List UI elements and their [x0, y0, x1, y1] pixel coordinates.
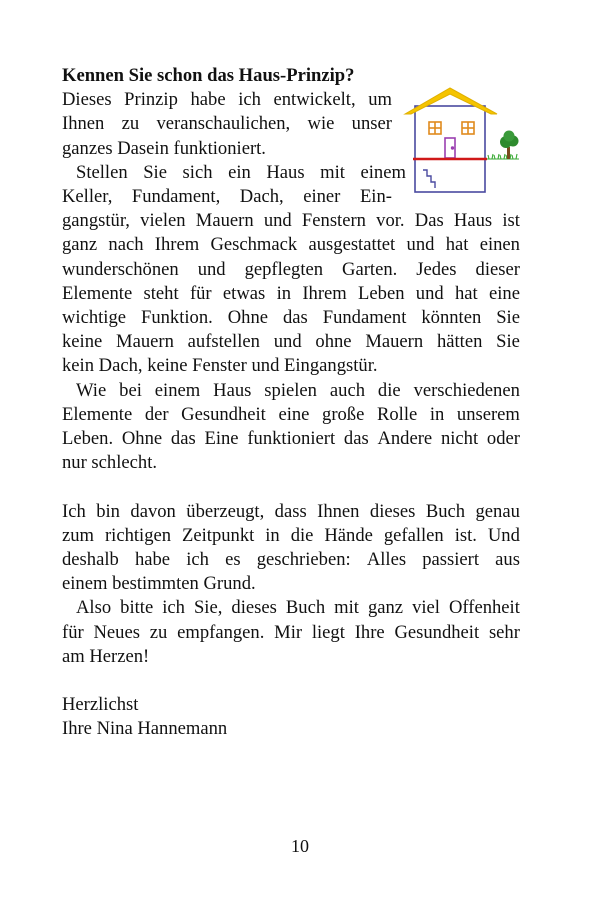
- word: hat: [445, 234, 469, 256]
- word: Andere: [377, 428, 433, 450]
- word: in: [429, 403, 445, 425]
- word: keine: [62, 331, 103, 353]
- word: Haus: [213, 379, 252, 401]
- word: eine: [278, 403, 310, 425]
- word: die: [377, 379, 401, 401]
- paragraph-5-line: [62, 596, 520, 620]
- word: sehr: [488, 621, 520, 643]
- word: Alles: [366, 549, 407, 571]
- word: Garten.: [342, 258, 398, 280]
- word: veranschaulichen,: [156, 113, 291, 135]
- paragraph-3-line: [62, 427, 520, 451]
- word: Gesundheit: [181, 403, 266, 425]
- word: das: [343, 428, 369, 450]
- word: Stellen: [76, 161, 128, 183]
- word: zum: [62, 524, 95, 546]
- word: empfangen.: [177, 621, 265, 643]
- word: aus: [495, 549, 520, 571]
- word: um: [368, 89, 392, 111]
- word: ich: [162, 597, 185, 619]
- word: Ein-: [359, 186, 392, 208]
- word: viel: [412, 597, 440, 619]
- word: oder: [486, 428, 520, 450]
- paragraph-2-line: [62, 258, 520, 282]
- word: deshalb: [62, 549, 119, 571]
- word: wichtige: [62, 307, 127, 329]
- word: dieser: [475, 258, 520, 280]
- word: Funktion.: [140, 307, 213, 329]
- paragraph-2-line: [62, 161, 406, 185]
- word: gangstür,: [62, 210, 130, 232]
- word: könnten: [421, 307, 482, 329]
- word: eine: [489, 282, 520, 304]
- word: bin: [96, 500, 120, 522]
- word: Mauern: [365, 331, 424, 353]
- word: Mauern: [116, 331, 174, 353]
- house-window: [462, 122, 474, 134]
- word: Ohne: [227, 307, 269, 329]
- word: Buch: [425, 500, 466, 522]
- word: mit: [320, 161, 345, 183]
- word: einem: [154, 379, 201, 401]
- word: wie: [307, 113, 335, 135]
- word: für: [62, 621, 84, 643]
- word: überzeugt,: [186, 500, 265, 522]
- word: Haus: [453, 210, 493, 232]
- house-icon: [403, 84, 523, 196]
- word: liegt: [311, 621, 345, 643]
- word: die: [290, 524, 314, 546]
- word: Ohne: [121, 428, 163, 450]
- word: passiert: [422, 549, 480, 571]
- word: in: [265, 524, 280, 546]
- section-heading: Kennen Sie schon das Haus-Prinzip?: [62, 65, 355, 86]
- word: geschrieben:: [256, 549, 351, 571]
- word: einer: [303, 186, 341, 208]
- house-window: [429, 122, 441, 134]
- word: Wie: [76, 379, 107, 401]
- word: ohne: [315, 331, 352, 353]
- word: gepflegten: [244, 258, 324, 280]
- word: Buch: [285, 597, 326, 619]
- word: genau: [475, 500, 520, 522]
- word: steht: [143, 282, 179, 304]
- paragraph-1-line: [62, 88, 392, 112]
- house-walls: [415, 106, 485, 192]
- word: Ich: [62, 500, 86, 522]
- word: dieses: [369, 500, 416, 522]
- word: große: [322, 403, 365, 425]
- word: davon: [130, 500, 176, 522]
- paragraph-3-line: [62, 379, 520, 403]
- word: Offenheit: [448, 597, 520, 619]
- paragraph-4-line: einem bestimmten Grund.: [62, 573, 256, 595]
- word: und: [406, 234, 435, 256]
- word: Mauern: [195, 210, 254, 232]
- word: verschiedenen: [413, 379, 520, 401]
- word: funktioniert: [247, 428, 336, 450]
- word: ein: [228, 161, 251, 183]
- word: Neues: [93, 621, 140, 643]
- word: bei: [119, 379, 142, 401]
- closing-greeting: Herzlichst: [62, 694, 139, 716]
- word: Fundament,: [131, 186, 221, 208]
- word: Ihnen: [317, 500, 360, 522]
- house-door: [445, 138, 455, 158]
- word: ist.: [454, 524, 477, 546]
- signature: Ihre Nina Hannemann: [62, 718, 228, 740]
- word: Sie: [143, 161, 167, 183]
- word: dieses: [231, 597, 277, 619]
- word: Zeitpunkt: [182, 524, 255, 546]
- word: Geschmack: [210, 234, 298, 256]
- paragraph-gap: [62, 475, 520, 499]
- word: vielen: [140, 210, 186, 232]
- word: Elemente: [62, 282, 133, 304]
- word: habe: [190, 89, 226, 111]
- word: Sie,: [193, 597, 223, 619]
- word: und: [263, 210, 292, 232]
- word: einen: [479, 234, 520, 256]
- paragraph-5-line: am Herzen!: [62, 645, 150, 667]
- word: vor.: [376, 210, 405, 232]
- paragraph-2-line: [62, 306, 520, 330]
- paragraph-2-line: [62, 330, 520, 354]
- word: ich: [186, 549, 209, 571]
- word: Also: [76, 597, 112, 619]
- basement-stairs: [423, 170, 435, 188]
- word: Leben.: [62, 428, 114, 450]
- word: ich: [238, 89, 261, 111]
- word: Sie: [496, 307, 520, 329]
- word: für: [189, 282, 212, 304]
- garden-grass: [487, 154, 519, 159]
- word: Fenstern: [301, 210, 366, 232]
- word: ganz: [62, 234, 98, 256]
- word: nach: [108, 234, 144, 256]
- word: Sie: [496, 331, 520, 353]
- paragraph-3-line: [62, 403, 520, 427]
- word: Hände: [324, 524, 373, 546]
- word: zu: [149, 621, 168, 643]
- word: nicht: [440, 428, 479, 450]
- word: Jedes: [416, 258, 457, 280]
- paragraph-2-line: [62, 233, 520, 257]
- paragraph-gap: [62, 669, 520, 693]
- paragraph-3-line: nur schlecht.: [62, 452, 158, 474]
- word: Gesundheit: [394, 621, 480, 643]
- word: sich: [182, 161, 213, 183]
- paragraph-4-line: [62, 548, 520, 572]
- word: richtigen: [104, 524, 172, 546]
- word: unserem: [456, 403, 520, 425]
- word: das: [282, 307, 308, 329]
- word: Ihnen: [62, 113, 105, 135]
- word: Ihrem: [302, 282, 347, 304]
- word: spielen: [264, 379, 317, 401]
- word: bitte: [120, 597, 154, 619]
- word: Dach,: [239, 186, 284, 208]
- word: und: [415, 282, 444, 304]
- word: ausgestattet: [308, 234, 396, 256]
- word: Haus: [266, 161, 305, 183]
- word: etwas: [222, 282, 266, 304]
- page-number: 10: [291, 836, 309, 856]
- word: habe: [134, 549, 171, 571]
- word: Fundament: [322, 307, 407, 329]
- word: der: [144, 403, 169, 425]
- paragraph-2-line: [62, 185, 392, 209]
- word: zu: [121, 113, 140, 135]
- word: wunderschönen: [62, 258, 179, 280]
- word: hätten: [436, 331, 483, 353]
- word: Rolle: [376, 403, 418, 425]
- paragraph-5-line: [62, 621, 520, 645]
- word: Leben: [358, 282, 405, 304]
- word: Ihrem: [154, 234, 200, 256]
- word: und: [197, 258, 226, 280]
- word: Dieses: [62, 89, 112, 111]
- paragraph-4-line: [62, 500, 520, 524]
- paragraph-1-line: ganzes Dasein funktioniert.: [62, 137, 266, 159]
- word: aufstellen: [187, 331, 260, 353]
- word: hat: [454, 282, 478, 304]
- word: auch: [329, 379, 365, 401]
- word: Elemente: [62, 403, 133, 425]
- word: einem: [360, 161, 406, 183]
- word: unser: [351, 113, 392, 135]
- word: mit: [334, 597, 359, 619]
- word: gefallen: [383, 524, 444, 546]
- paragraph-1-line: [62, 112, 392, 136]
- word: ganz: [367, 597, 404, 619]
- word: Das: [414, 210, 444, 232]
- word: Mir: [274, 621, 303, 643]
- paragraph-2-line: kein Dach, keine Fenster und Eingangstür.: [62, 355, 378, 377]
- word: Eine: [204, 428, 239, 450]
- paragraph-2-line: [62, 282, 520, 306]
- paragraph-4-line: [62, 524, 520, 548]
- word: dass: [274, 500, 307, 522]
- paragraph-2-line: [62, 209, 520, 233]
- word: entwickelt,: [273, 89, 356, 111]
- word: und: [273, 331, 302, 353]
- word: Prinzip: [124, 89, 178, 111]
- word: Ihre: [354, 621, 385, 643]
- word: Und: [487, 524, 520, 546]
- word: das: [170, 428, 196, 450]
- garden-tree: [500, 131, 519, 160]
- word: in: [276, 282, 292, 304]
- word: es: [225, 549, 241, 571]
- word: ist: [502, 210, 520, 232]
- word: Keller,: [62, 186, 113, 208]
- house-roof: [405, 88, 497, 114]
